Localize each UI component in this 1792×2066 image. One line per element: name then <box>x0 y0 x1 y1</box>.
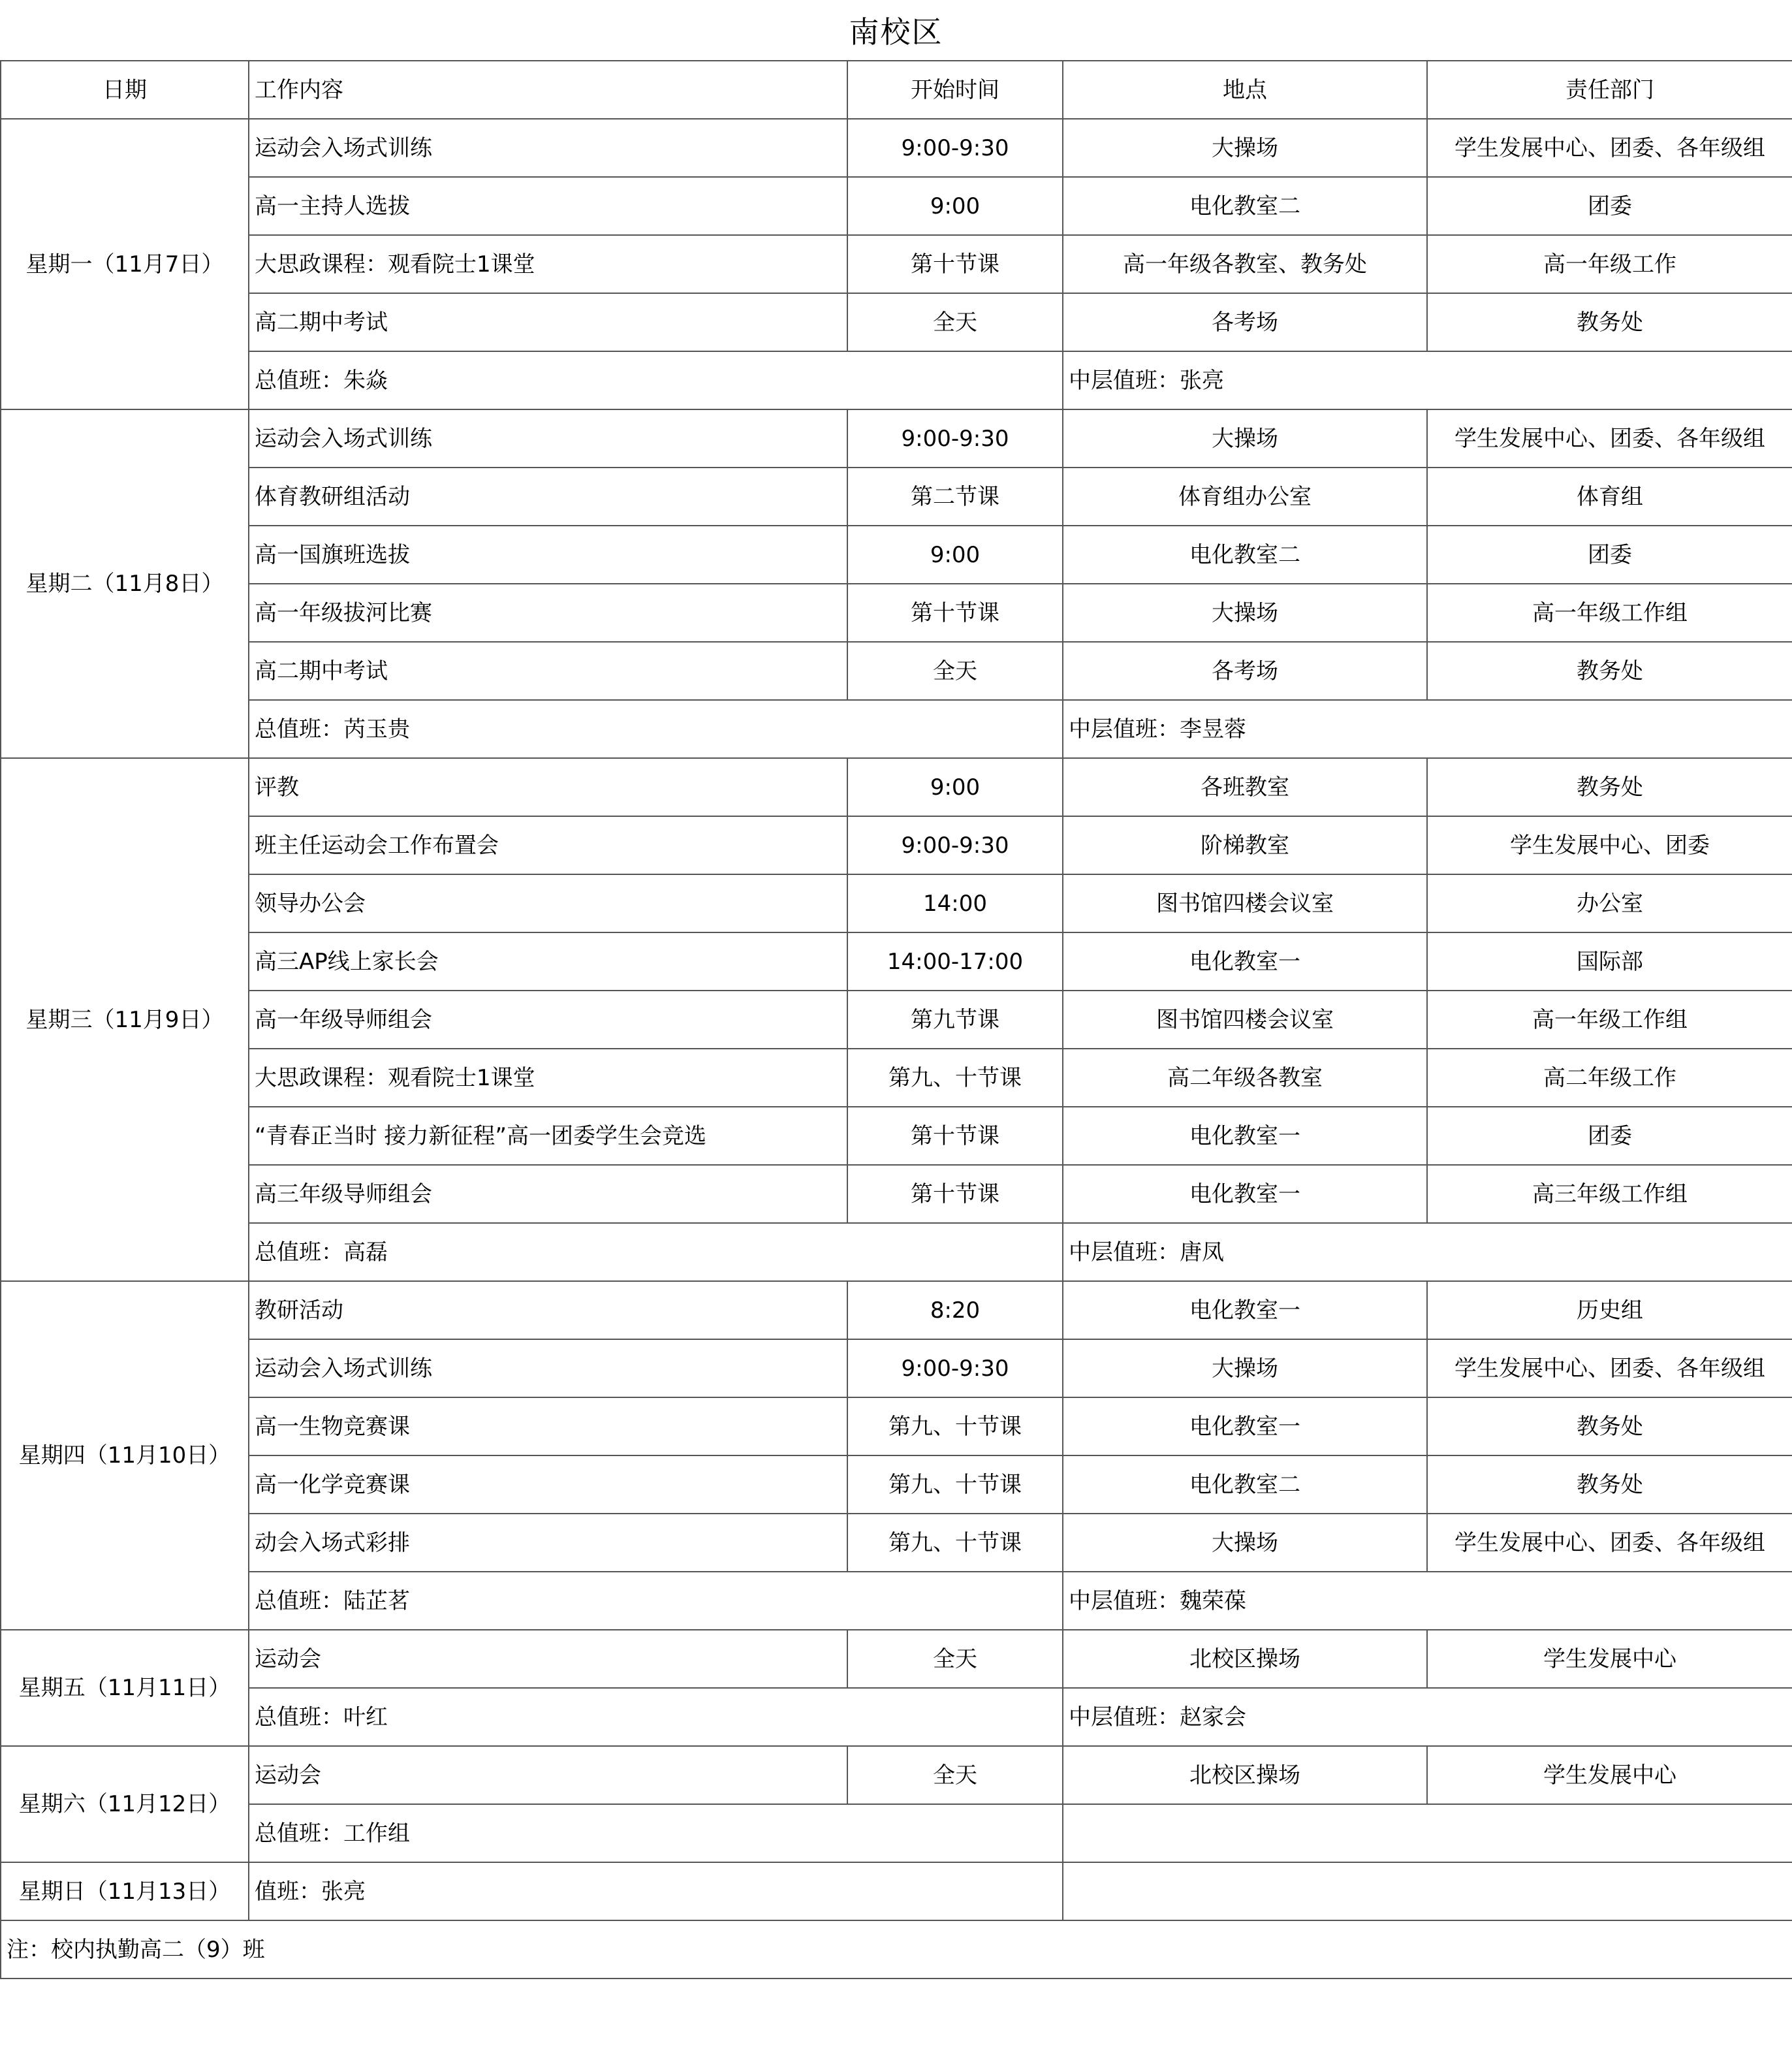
event-dept: 高一年级工作组 <box>1427 991 1792 1049</box>
event-dept: 团委 <box>1427 177 1792 235</box>
schedule-row <box>1 235 1792 293</box>
event-content: 评教 <box>249 758 847 816</box>
schedule-row <box>1 293 1792 351</box>
event-time: 第十节课 <box>847 584 1063 642</box>
event-time: 9:00-9:30 <box>847 119 1063 177</box>
event-dept: 团委 <box>1427 526 1792 584</box>
event-place: 电化教室一 <box>1063 932 1427 991</box>
event-content: 高一生物竞赛课 <box>249 1397 847 1455</box>
event-content: 高二期中考试 <box>249 293 847 351</box>
day-date-cell: 星期三（11月9日） <box>1 758 249 1281</box>
header-dept: 责任部门 <box>1427 61 1792 119</box>
event-content: “青春正当时 接力新征程”高一团委学生会竞选 <box>249 1107 847 1165</box>
event-dept: 学生发展中心、团委 <box>1427 816 1792 874</box>
event-content: 高三AP线上家长会 <box>249 932 847 991</box>
duty-middle: 中层值班：张亮 <box>1063 351 1792 409</box>
event-time: 9:00-9:30 <box>847 816 1063 874</box>
event-time: 第十节课 <box>847 1107 1063 1165</box>
event-place: 各考场 <box>1063 293 1427 351</box>
duty-row <box>1 1572 1792 1630</box>
event-place: 电化教室二 <box>1063 1455 1427 1514</box>
event-place: 高一年级各教室、教务处 <box>1063 235 1427 293</box>
event-place: 各考场 <box>1063 642 1427 700</box>
schedule-row <box>1 816 1792 874</box>
day-date-cell: 星期二（11月8日） <box>1 409 249 758</box>
event-dept: 教务处 <box>1427 293 1792 351</box>
event-time: 9:00 <box>847 177 1063 235</box>
event-dept: 教务处 <box>1427 1455 1792 1514</box>
event-content: 运动会入场式训练 <box>249 119 847 177</box>
schedule-row <box>1 468 1792 526</box>
schedule-row <box>1 1630 1792 1688</box>
schedule-row <box>1 584 1792 642</box>
schedule-row <box>1 991 1792 1049</box>
duty-middle: 中层值班：魏荣葆 <box>1063 1572 1792 1630</box>
event-dept: 办公室 <box>1427 874 1792 932</box>
event-content: 高一国旗班选拔 <box>249 526 847 584</box>
note-row <box>1 1920 1792 1979</box>
day-date-cell: 星期一（11月7日） <box>1 119 249 409</box>
event-time: 9:00-9:30 <box>847 409 1063 468</box>
event-time: 第九、十节课 <box>847 1397 1063 1455</box>
event-dept: 教务处 <box>1427 1397 1792 1455</box>
event-content: 高二期中考试 <box>249 642 847 700</box>
duty-row <box>1 1804 1792 1862</box>
event-place: 大操场 <box>1063 1339 1427 1397</box>
event-time: 第九、十节课 <box>847 1049 1063 1107</box>
event-content: 运动会入场式训练 <box>249 409 847 468</box>
day-date-cell: 星期日（11月13日） <box>1 1862 249 1920</box>
event-place: 电化教室一 <box>1063 1397 1427 1455</box>
header-place: 地点 <box>1063 61 1427 119</box>
event-content: 高一年级拔河比赛 <box>249 584 847 642</box>
event-place: 阶梯教室 <box>1063 816 1427 874</box>
event-place: 电化教室二 <box>1063 526 1427 584</box>
event-time: 第十节课 <box>847 235 1063 293</box>
event-content: 教研活动 <box>249 1281 847 1339</box>
event-content: 大思政课程：观看院士1课堂 <box>249 1049 847 1107</box>
duty-general: 总值班：叶红 <box>249 1688 1063 1746</box>
event-time: 第二节课 <box>847 468 1063 526</box>
event-place: 北校区操场 <box>1063 1630 1427 1688</box>
event-dept: 高三年级工作组 <box>1427 1165 1792 1223</box>
event-dept: 教务处 <box>1427 642 1792 700</box>
schedule-row <box>1 642 1792 700</box>
event-dept: 高一年级工作组 <box>1427 584 1792 642</box>
event-time: 第十节课 <box>847 1165 1063 1223</box>
header-time: 开始时间 <box>847 61 1063 119</box>
schedule-row <box>1 177 1792 235</box>
duty-middle: 中层值班：赵家会 <box>1063 1688 1792 1746</box>
event-place: 高二年级各教室 <box>1063 1049 1427 1107</box>
event-dept: 体育组 <box>1427 468 1792 526</box>
duty-general: 总值班：朱焱 <box>249 351 1063 409</box>
day-date-cell: 星期六（11月12日） <box>1 1746 249 1862</box>
schedule-row <box>1 758 1792 816</box>
schedule-row <box>1 409 1792 468</box>
schedule-row <box>1 1455 1792 1514</box>
duty-middle <box>1063 1804 1792 1862</box>
page-title: 南校区 <box>849 14 943 50</box>
duty-general: 总值班：工作组 <box>249 1804 1063 1862</box>
duty-row <box>1 1223 1792 1281</box>
event-time: 全天 <box>847 293 1063 351</box>
event-time: 9:00 <box>847 526 1063 584</box>
day-date-cell: 星期四（11月10日） <box>1 1281 249 1630</box>
schedule-row <box>1 1281 1792 1339</box>
event-place: 电化教室二 <box>1063 177 1427 235</box>
event-place: 图书馆四楼会议室 <box>1063 874 1427 932</box>
event-dept: 学生发展中心 <box>1427 1630 1792 1688</box>
schedule-row <box>1 1165 1792 1223</box>
event-place: 电化教室一 <box>1063 1165 1427 1223</box>
event-time: 8:20 <box>847 1281 1063 1339</box>
event-place: 大操场 <box>1063 1514 1427 1572</box>
duty-row <box>1 1862 1792 1920</box>
event-time: 第九、十节课 <box>847 1514 1063 1572</box>
duty-general: 总值班：芮玉贵 <box>249 700 1063 758</box>
schedule-row <box>1 1514 1792 1572</box>
event-place: 大操场 <box>1063 584 1427 642</box>
event-content: 运动会 <box>249 1630 847 1688</box>
event-time: 全天 <box>847 1630 1063 1688</box>
event-content: 领导办公会 <box>249 874 847 932</box>
note-text: 注：校内执勤高二（9）班 <box>1 1920 1792 1979</box>
event-time: 全天 <box>847 1746 1063 1804</box>
event-place: 图书馆四楼会议室 <box>1063 991 1427 1049</box>
schedule-row <box>1 874 1792 932</box>
event-time: 9:00 <box>847 758 1063 816</box>
header-date: 日期 <box>1 61 249 119</box>
event-dept: 学生发展中心、团委、各年级组 <box>1427 409 1792 468</box>
event-dept: 学生发展中心、团委、各年级组 <box>1427 119 1792 177</box>
duty-row <box>1 1688 1792 1746</box>
event-content: 体育教研组活动 <box>249 468 847 526</box>
event-content: 高一主持人选拔 <box>249 177 847 235</box>
header-content: 工作内容 <box>249 61 847 119</box>
event-content: 运动会入场式训练 <box>249 1339 847 1397</box>
duty-middle: 中层值班：李昱蓉 <box>1063 700 1792 758</box>
event-dept: 学生发展中心、团委、各年级组 <box>1427 1339 1792 1397</box>
schedule-row <box>1 1107 1792 1165</box>
event-dept: 历史组 <box>1427 1281 1792 1339</box>
duty-row <box>1 351 1792 409</box>
event-place: 各班教室 <box>1063 758 1427 816</box>
schedule-row <box>1 1397 1792 1455</box>
schedule-row <box>1 119 1792 177</box>
schedule-table <box>0 60 1792 1979</box>
day-date-cell: 星期五（11月11日） <box>1 1630 249 1746</box>
duty-general: 总值班：陆芷茗 <box>249 1572 1063 1630</box>
schedule-row <box>1 1339 1792 1397</box>
event-content: 高一年级导师组会 <box>249 991 847 1049</box>
event-place: 大操场 <box>1063 119 1427 177</box>
duty-general: 总值班：高磊 <box>249 1223 1063 1281</box>
event-dept: 高二年级工作 <box>1427 1049 1792 1107</box>
schedule-row <box>1 1049 1792 1107</box>
event-time: 第九、十节课 <box>847 1455 1063 1514</box>
event-time: 14:00 <box>847 874 1063 932</box>
event-time: 全天 <box>847 642 1063 700</box>
event-content: 动会入场式彩排 <box>249 1514 847 1572</box>
event-dept: 学生发展中心 <box>1427 1746 1792 1804</box>
duty-general: 值班：张亮 <box>249 1862 1063 1920</box>
schedule-row <box>1 932 1792 991</box>
header-row <box>1 61 1792 119</box>
event-content: 高三年级导师组会 <box>249 1165 847 1223</box>
event-time: 14:00-17:00 <box>847 932 1063 991</box>
event-place: 大操场 <box>1063 409 1427 468</box>
duty-row <box>1 700 1792 758</box>
event-content: 运动会 <box>249 1746 847 1804</box>
event-content: 高一化学竞赛课 <box>249 1455 847 1514</box>
event-dept: 国际部 <box>1427 932 1792 991</box>
event-dept: 高一年级工作 <box>1427 235 1792 293</box>
event-place: 电化教室一 <box>1063 1107 1427 1165</box>
event-dept: 团委 <box>1427 1107 1792 1165</box>
duty-middle <box>1063 1862 1792 1920</box>
schedule-row <box>1 1746 1792 1804</box>
event-place: 电化教室一 <box>1063 1281 1427 1339</box>
event-dept: 教务处 <box>1427 758 1792 816</box>
event-dept: 学生发展中心、团委、各年级组 <box>1427 1514 1792 1572</box>
event-time: 第九节课 <box>847 991 1063 1049</box>
event-place: 北校区操场 <box>1063 1746 1427 1804</box>
schedule-row <box>1 526 1792 584</box>
event-content: 大思政课程：观看院士1课堂 <box>249 235 847 293</box>
event-content: 班主任运动会工作布置会 <box>249 816 847 874</box>
event-time: 9:00-9:30 <box>847 1339 1063 1397</box>
event-place: 体育组办公室 <box>1063 468 1427 526</box>
duty-middle: 中层值班：唐凤 <box>1063 1223 1792 1281</box>
